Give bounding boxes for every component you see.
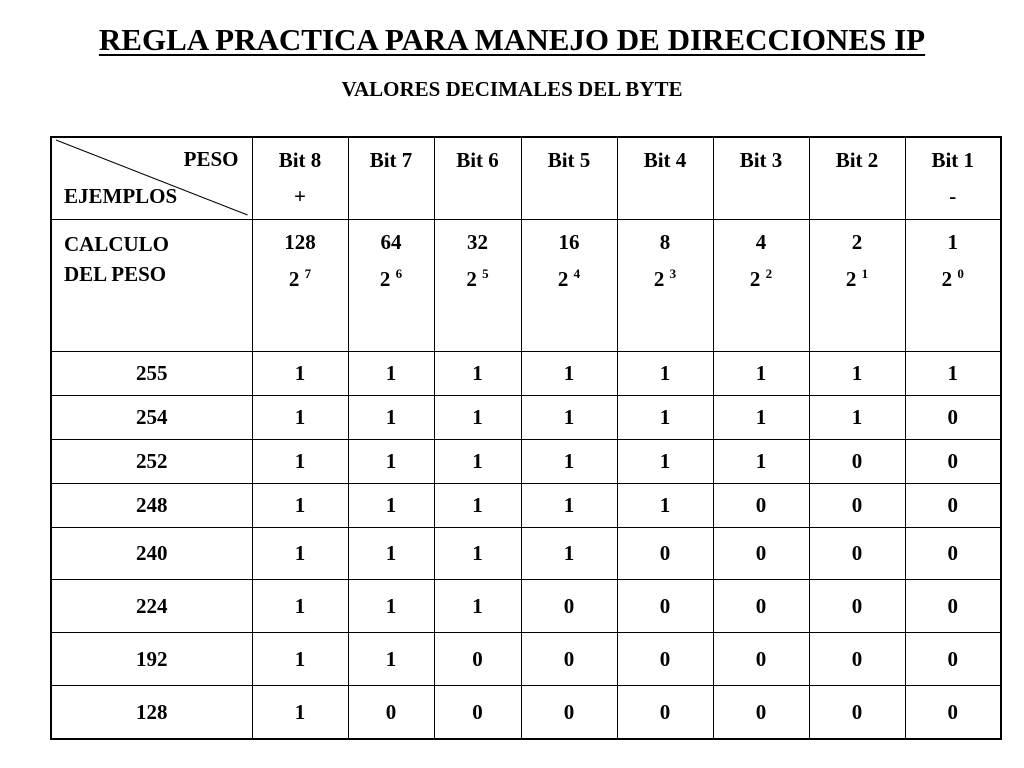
byte-values-table: [50, 136, 1002, 740]
bit-cell: 0: [434, 633, 521, 686]
table-row: [51, 352, 1001, 396]
bit-cell: 0: [905, 396, 1001, 440]
weight-power: [810, 259, 905, 294]
weight-power: [522, 259, 617, 294]
header-bit-2: [809, 137, 905, 220]
power-exponent: 6: [395, 266, 403, 281]
example-value: 192: [51, 633, 252, 686]
bit-cell: 0: [905, 686, 1001, 740]
example-value: 248: [51, 484, 252, 528]
bit-cell: 0: [713, 528, 809, 580]
corner-peso-label: PESO: [183, 147, 239, 171]
power-base: 2: [653, 267, 665, 291]
power-exponent: 3: [669, 266, 677, 281]
header-bit-6: [434, 137, 521, 220]
bit-cell: 1: [521, 484, 617, 528]
weight-value: 64: [380, 230, 402, 254]
bit-cell: 1: [521, 396, 617, 440]
bit-cell: 1: [713, 352, 809, 396]
weight-value: 16: [558, 230, 580, 254]
example-value: 254: [51, 396, 252, 440]
power-base: 2: [845, 267, 857, 291]
bit-cell: 1: [521, 528, 617, 580]
bit-cell: 0: [809, 633, 905, 686]
bit-cell: 0: [521, 580, 617, 633]
table-row: [51, 633, 1001, 686]
bit-cell: 1: [348, 580, 434, 633]
bit-cell: 0: [905, 440, 1001, 484]
weight-row: [51, 220, 1001, 352]
weight-cell-bit-1: [905, 220, 1001, 352]
power-base: 2: [379, 267, 391, 291]
bit-cell: 1: [434, 440, 521, 484]
bit-cell: 0: [905, 580, 1001, 633]
header-bit-3: [713, 137, 809, 220]
example-value: 224: [51, 580, 252, 633]
bit-cell: 1: [434, 484, 521, 528]
table-row: [51, 580, 1001, 633]
bit-cell: 1: [252, 633, 348, 686]
power-base: 2: [557, 267, 569, 291]
bit-cell: 1: [713, 396, 809, 440]
header-bit-4: [617, 137, 713, 220]
example-value: 255: [51, 352, 252, 396]
bit-cell: 1: [252, 440, 348, 484]
bit-cell: 0: [521, 633, 617, 686]
bit-cell: 1: [434, 352, 521, 396]
bit-cell: 1: [348, 352, 434, 396]
header-bit-8: [252, 137, 348, 220]
header-sign: +: [294, 184, 306, 208]
header-label: Bit 1: [931, 148, 975, 172]
bit-cell: 0: [809, 440, 905, 484]
bit-cell: 1: [809, 352, 905, 396]
bit-cell: 1: [252, 528, 348, 580]
bit-cell: 0: [713, 633, 809, 686]
bit-cell: 0: [617, 633, 713, 686]
weight-power: [349, 259, 434, 294]
weight-cell-bit-2: [809, 220, 905, 352]
weight-cell-bit-7: [348, 220, 434, 352]
bit-cell: 1: [617, 484, 713, 528]
header-row: [51, 137, 1001, 220]
bit-cell: 0: [713, 580, 809, 633]
bit-cell: 1: [905, 352, 1001, 396]
power-base: 2: [941, 267, 953, 291]
bit-cell: 1: [252, 396, 348, 440]
bit-cell: 0: [521, 686, 617, 740]
header-sign: -: [949, 184, 957, 208]
bit-cell: 1: [252, 580, 348, 633]
bit-cell: 0: [905, 528, 1001, 580]
bit-cell: 1: [348, 633, 434, 686]
weight-power: [618, 259, 713, 294]
example-value: 252: [51, 440, 252, 484]
weight-value: 8: [659, 230, 671, 254]
bit-cell: 0: [713, 686, 809, 740]
bit-cell: 0: [617, 528, 713, 580]
table-row: [51, 440, 1001, 484]
bit-cell: 0: [617, 686, 713, 740]
weight-cell-bit-4: [617, 220, 713, 352]
bit-cell: 1: [252, 686, 348, 740]
header-label: Bit 5: [547, 148, 591, 172]
bit-cell: 1: [252, 352, 348, 396]
power-exponent: 1: [861, 266, 869, 281]
bit-cell: 1: [713, 440, 809, 484]
weight-value: 4: [755, 230, 767, 254]
weight-cell-bit-6: [434, 220, 521, 352]
bit-cell: 0: [905, 633, 1001, 686]
weight-value: 1: [947, 230, 958, 254]
bit-cell: 1: [809, 396, 905, 440]
weight-value: 32: [467, 230, 488, 254]
corner-cell: [51, 137, 252, 220]
bit-cell: 0: [809, 484, 905, 528]
bit-cell: 0: [713, 484, 809, 528]
header-label: Bit 8: [278, 148, 322, 172]
header-label: Bit 2: [835, 148, 879, 172]
header-label: Bit 6: [456, 148, 499, 172]
power-exponent: 0: [957, 266, 964, 281]
bit-cell: 0: [617, 580, 713, 633]
page-subtitle: VALORES DECIMALES DEL BYTE: [341, 77, 683, 101]
calc-label-line1: CALCULO: [64, 232, 170, 256]
bit-cell: 0: [905, 484, 1001, 528]
bit-cell: 0: [809, 580, 905, 633]
table-row: [51, 686, 1001, 740]
page-title: REGLA PRACTICA PARA MANEJO DE DIRECCIONES IP: [98, 22, 926, 57]
weight-value: 128: [284, 230, 316, 254]
bit-cell: 0: [434, 686, 521, 740]
bit-cell: 1: [348, 396, 434, 440]
header-label: Bit 4: [643, 148, 687, 172]
bit-cell: 0: [809, 686, 905, 740]
bit-cell: 1: [521, 440, 617, 484]
power-exponent: 5: [482, 266, 489, 281]
power-base: 2: [749, 267, 761, 291]
table-row: [51, 528, 1001, 580]
header-bit-7: [348, 137, 434, 220]
weight-cell-bit-3: [713, 220, 809, 352]
table-row: [51, 484, 1001, 528]
weight-value: 2: [851, 230, 863, 254]
bit-cell: 1: [252, 484, 348, 528]
example-value: 240: [51, 528, 252, 580]
power-exponent: 4: [573, 266, 581, 281]
header-bit-5: [521, 137, 617, 220]
bit-cell: 0: [809, 528, 905, 580]
weight-power: [714, 259, 809, 294]
weight-cell-bit-8: [252, 220, 348, 352]
power-base: 2: [288, 267, 300, 291]
weight-power: [253, 259, 348, 294]
bit-cell: 1: [617, 396, 713, 440]
power-base: 2: [466, 267, 477, 291]
power-exponent: 7: [304, 266, 312, 281]
header-label: Bit 3: [739, 148, 783, 172]
bit-cell: 1: [348, 440, 434, 484]
power-exponent: 2: [765, 266, 773, 281]
bit-cell: 1: [434, 580, 521, 633]
header-label: Bit 7: [369, 148, 413, 172]
bit-cell: 1: [617, 440, 713, 484]
bit-cell: 0: [348, 686, 434, 740]
calc-label-line2: DEL PESO: [64, 262, 167, 286]
example-value: 128: [51, 686, 252, 740]
bit-cell: 1: [434, 396, 521, 440]
bit-cell: 1: [434, 528, 521, 580]
bit-cell: 1: [521, 352, 617, 396]
header-bit-1: [905, 137, 1001, 220]
bit-cell: 1: [348, 484, 434, 528]
weight-cell-bit-5: [521, 220, 617, 352]
bit-cell: 1: [348, 528, 434, 580]
table-row: [51, 396, 1001, 440]
weight-power: [906, 259, 1001, 294]
weight-power: [435, 259, 521, 294]
calc-label-cell: [51, 220, 252, 352]
bit-cell: 1: [617, 352, 713, 396]
corner-ejemplos-label: EJEMPLOS: [64, 184, 178, 208]
